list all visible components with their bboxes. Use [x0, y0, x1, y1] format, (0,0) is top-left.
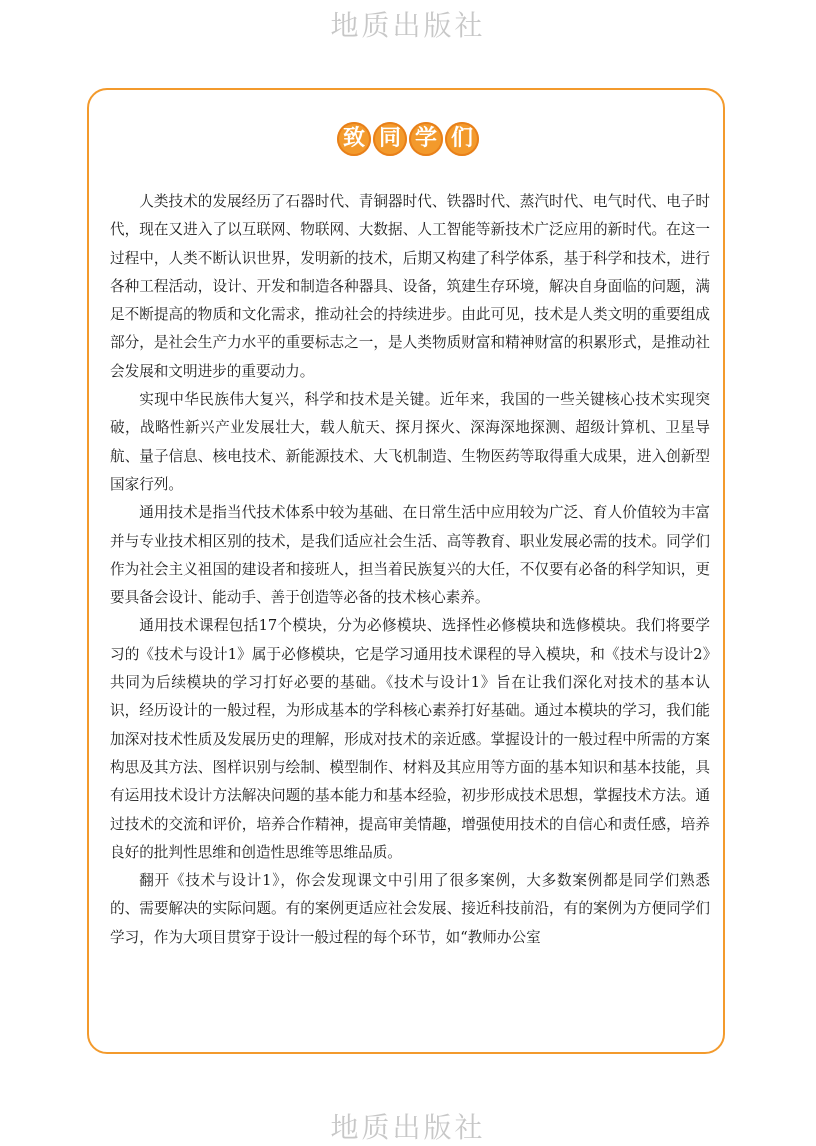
title-char: 们 — [445, 122, 479, 156]
page-title — [0, 122, 816, 156]
paragraph: 通用技术课程包括17个模块，分为必修模块、选择性必修模块和选修模块。我们将要学习的《技术与设计1》属于必修模块，它是学习通用技术课程的导入模块，和《技术与设计2》共同为后续模块的学习打好必要的基础。《技术与设计1》旨在让我们深化对技术的基本认识，经历设计的一般过程，为形成基本的学科核心素养打好基础。通过本模块的学习，我们能加深对技术性质及发展历史的理解，形成对技术的亲近感。掌握设计的一般过程中所需的方案构思及其方法、图样识别与绘制、模型制作、材料及其应用等方面的基本知识和基本技能，具有运用技术设计方法解决问题的基本能力和基本经验，初步形成技术思想，掌握技术方法。通过技术的交流和评价，培养合作精神，提高审美情趣，增强使用技术的自信心和责任感，培养良好的批判性思维和创造性思维等思维品质。 — [110, 617, 710, 861]
title-char: 同 — [373, 122, 407, 156]
paragraph: 翻开《技术与设计1》，你会发现课文中引用了很多案例，大多数案例都是同学们熟悉的、需要解决的实际问题。有的案例更适应社会发展、接近科技前沿，有的案例为方便同学们学习，作为大项目贯穿于设计一般过程的每个环节，如“教师办公室 — [110, 872, 710, 946]
paragraph: 实现中华民族伟大复兴，科学和技术是关键。近年来，我国的一些关键核心技术实现突破，战略性新兴产业发展壮大，载人航天、探月探火、深海深地探测、超级计算机、卫星导航、量子信息、核电技术、新能源技术、大飞机制造、生物医药等取得重大成果，进入创新型国家行列。 — [110, 391, 710, 493]
paragraph: 人类技术的发展经历了石器时代、青铜器时代、铁器时代、蒸汽时代、电气时代、电子时代，现在又进入了以互联网、物联网、大数据、人工智能等新技术广泛应用的新时代。在这一过程中，人类不断认识世界，发明新的技术，后期又构建了科学体系，基于科学和技术，进行各种工程活动，设计、开发和制造各种器具、设备，筑建生存环境，解决自身面临的问题，满足不断提高的物质和文化需求，推动社会的持续进步。由此可见，技术是人类文明的重要组成部分，是社会生产力水平的重要标志之一，是人类物质财富和精神财富的积累形式，是推动社会发展和文明进步的重要动力。 — [110, 193, 710, 380]
title-char: 致 — [337, 122, 371, 156]
publisher-watermark-top: 地质出版社 — [330, 9, 486, 42]
title-char: 学 — [409, 122, 443, 156]
letter-body — [110, 188, 710, 1044]
paragraph: 通用技术是指当代技术体系中较为基础、在日常生活中应用较为广泛、育人价值较为丰富并与专业技术相区别的技术，是我们适应社会生活、高等教育、职业发展必需的技术。同学们作为社会主义祖国的建设者和接班人，担当着民族复兴的大任，不仅要有必备的科学知识，更要具备会设计、能动手、善于创造等必备的技术核心素养。 — [110, 504, 710, 607]
publisher-watermark-bottom: 地质出版社 — [330, 1111, 486, 1144]
